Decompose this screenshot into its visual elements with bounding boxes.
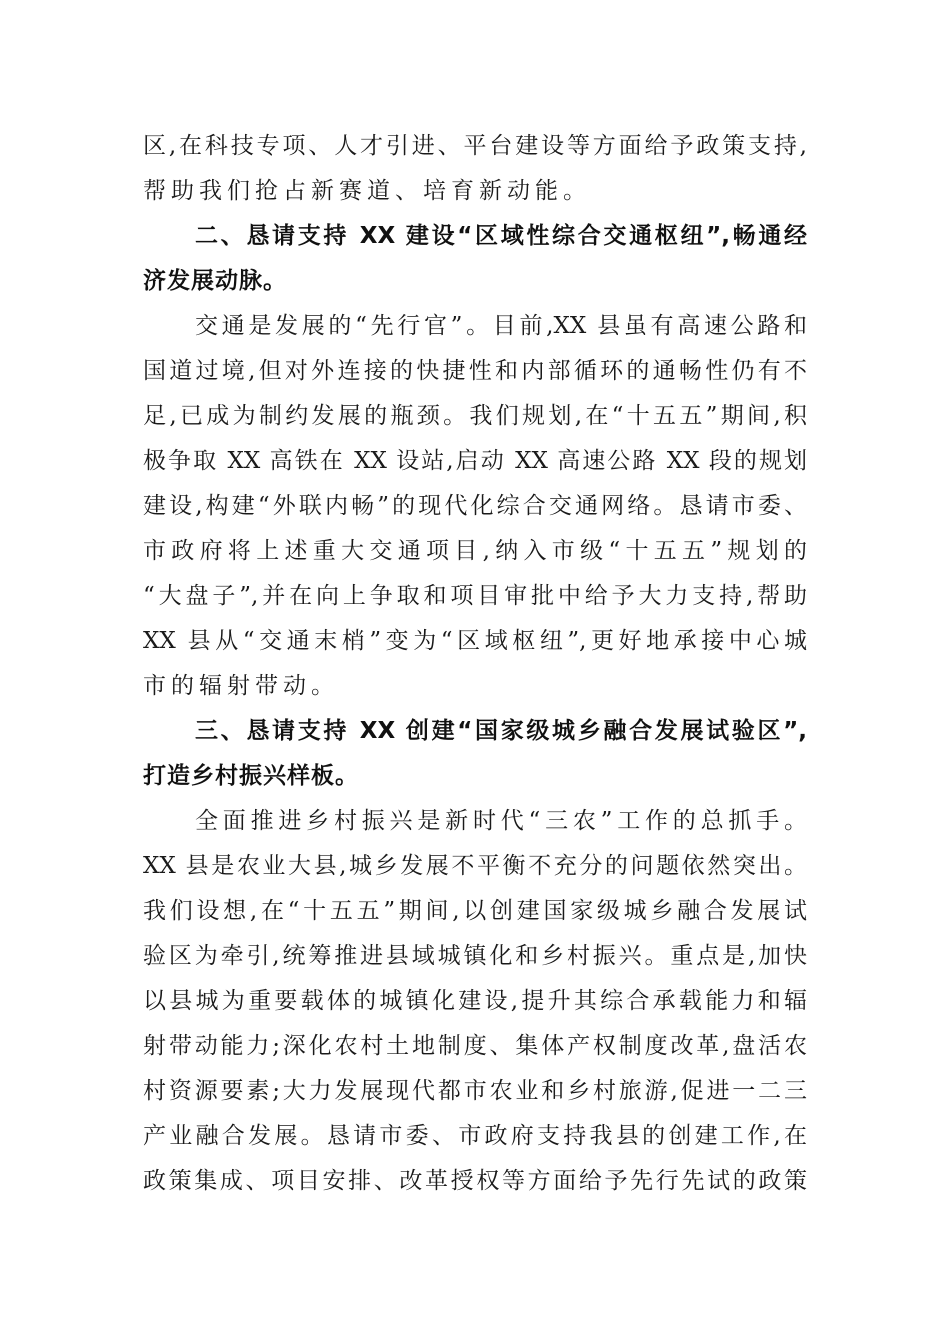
text-line: 政策集成、项目安排、改革授权等方面给予先行先试的政策 — [143, 1168, 807, 1194]
text-line: 国道过境,但对外连接的快捷性和内部循环的通畅性仍有不 — [143, 358, 807, 384]
text-line: 区,在科技专项、人才引进、平台建设等方面给予政策支持, — [143, 133, 807, 159]
section-heading-2 — [143, 214, 807, 304]
text-line: 极争取 XX 高铁在 XX 设站,启动 XX 高速公路 XX 段的规划 — [143, 448, 807, 474]
text-line: XX 县是农业大县,城乡发展不平衡不充分的问题依然突出。 — [143, 853, 807, 879]
heading-line: 济发展动脉。 — [143, 268, 287, 294]
document-page — [143, 124, 807, 1204]
text-line: “大盘子”,并在向上争取和项目审批中给予大力支持,帮助 — [143, 583, 807, 609]
heading-line: 三、恳请支持 XX 创建“国家级城乡融合发展试验区”, — [195, 718, 807, 744]
text-line: 我们设想,在“十五五”期间,以创建国家级城乡融合发展试 — [143, 898, 807, 924]
heading-line: 二、恳请支持 XX 建设“区域性综合交通枢纽”,畅通经 — [195, 223, 807, 249]
text-line: 市政府将上述重大交通项目,纳入市级“十五五”规划的 — [143, 538, 807, 564]
text-line: 以县城为重要载体的城镇化建设,提升其综合承载能力和辐 — [143, 988, 807, 1014]
paragraph-continuation — [143, 124, 807, 214]
text-line: 交通是发展的“先行官”。目前,XX 县虽有高速公路和 — [195, 313, 807, 339]
text-line: 足,已成为制约发展的瓶颈。我们规划,在“十五五”期间,积 — [143, 403, 807, 429]
text-line: 村资源要素;大力发展现代都市农业和乡村旅游,促进一二三 — [143, 1078, 807, 1104]
text-line: 帮助我们抢占新赛道、培育新动能。 — [143, 178, 591, 204]
text-line: 验区为牵引,统筹推进县域城镇化和乡村振兴。重点是,加快 — [143, 943, 807, 969]
text-line: 建设,构建“外联内畅”的现代化综合交通网络。恳请市委、 — [143, 493, 807, 519]
text-line: 市的辐射带动。 — [143, 673, 339, 699]
paragraph-transport — [143, 304, 807, 709]
text-line: 全面推进乡村振兴是新时代“三农”工作的总抓手。 — [195, 808, 807, 834]
section-heading-3 — [143, 709, 807, 799]
heading-line: 打造乡村振兴样板。 — [143, 763, 359, 789]
paragraph-rural — [143, 799, 807, 1204]
text-line: 射带动能力;深化农村土地制度、集体产权制度改革,盘活农 — [143, 1033, 807, 1059]
text-line: 产业融合发展。恳请市委、市政府支持我县的创建工作,在 — [143, 1123, 807, 1149]
text-line: XX 县从“交通末梢”变为“区域枢纽”,更好地承接中心城 — [143, 628, 807, 654]
